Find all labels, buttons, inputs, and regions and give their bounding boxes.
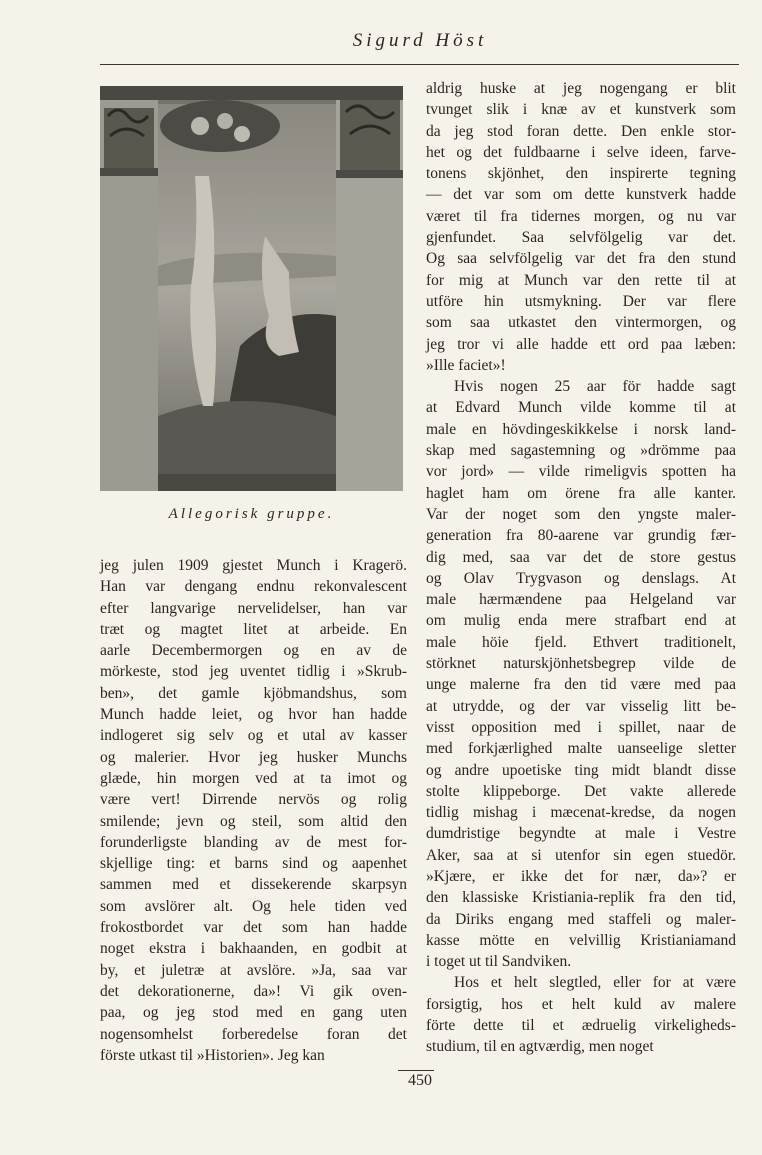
text-line: generation fra 80-aarene var grundig fær- (426, 527, 736, 545)
text-line: da Diriks engang med staffeli og maler- (426, 910, 736, 928)
page-number: 450 (408, 1072, 432, 1089)
text-line: jeg tror vi alle hadde ett ord paa læben: (426, 335, 736, 353)
text-line: for mig at Munch var den rette til at (426, 271, 736, 289)
text-line: efter langvarige nervelidelser, han var (100, 599, 407, 617)
text-line: nogensomhelst forberedelse foran det (100, 1025, 407, 1043)
text-line: störknet naturskjönhetsbegrep vilde de (426, 655, 736, 673)
text-line: tonens skjönhet, den inspirerte tegning (426, 165, 736, 183)
text-line: forunderligste blanding av de mest for- (100, 833, 407, 851)
text-line: glæde, hin morgen ved at ta imot og (100, 769, 407, 787)
text-line: Aker, saa at si utenfor sin egen stuedör. (426, 846, 736, 864)
text-line: træt og magtet litet at arbeide. En (100, 620, 407, 638)
running-header: Sigurd Höst (352, 30, 488, 51)
text-line: Hos et helt slegtled, eller for at være (454, 974, 736, 992)
text-line: og malerier. Hvor jeg husker Munchs (100, 748, 407, 766)
text-line: ben», det gamle kjöbmandshus, som (100, 684, 407, 702)
text-line: med forkjærlighed malte uanseelige sletter (426, 740, 736, 758)
text-line: og Olav Trygvason og denslags. At (426, 569, 736, 587)
text-line: dumdristige begyndte at male i Vestre (426, 825, 736, 843)
text-line: male hærmændene paa Helgeland var (426, 591, 736, 609)
text-column-right (426, 78, 736, 1058)
text-line: og andre upoetiske ting midt blandt disse (426, 761, 736, 779)
text-line: aarle Decembermorgen og en av de (100, 642, 407, 660)
text-line: unge malerne fra den tid være med paa (426, 676, 736, 694)
text-line: været til fra tidernes morgen, og nu var (426, 207, 736, 225)
text-line: tidlig mishag i mæcenat-kredse, da nogen (426, 804, 736, 822)
text-line: studium, til en agtværdig, men noget (426, 1038, 654, 1056)
text-line: om mulig enda mere strafbart end at (426, 612, 736, 630)
text-line: förste utkast til »Historien». Jeg kan (100, 1046, 325, 1064)
figure-caption: Allegorisk gruppe. (168, 506, 335, 522)
text-line: male en hövdingeskikkelse i norsk land- (426, 420, 736, 438)
text-line: Var der noget som den yngste maler- (426, 505, 736, 523)
text-column-left (100, 555, 407, 1066)
text-line: stolte klippeborge. Det vakte allerede (426, 782, 736, 800)
text-line: at utrydde, og der var visselig litt be- (426, 697, 736, 715)
page-number-rule (398, 1070, 434, 1071)
text-line: den klassiske Kristiania-replik fra den tid, (426, 889, 736, 907)
text-line: Hvis nogen 25 aar för hadde sagt (454, 378, 736, 396)
text-line: paa, og jeg stod med en gang uten (100, 1004, 407, 1022)
text-line: gjenfundet. Saa selvfölgelig var det. (426, 229, 736, 247)
text-line: haglet ham om örene fra alle kanter. (426, 484, 736, 502)
text-line: smilende; jevn og steil, som altid den (100, 812, 407, 830)
text-line: at Edvard Munch vilde komme til at (426, 399, 736, 417)
text-line: het og det fuldbaarne i selve ideen, farve- (426, 143, 736, 161)
text-line: det dekorationerne, da»! Vi gik oven- (100, 982, 407, 1000)
text-line: kasse mötte en velvillig Kristianiamand (426, 931, 736, 949)
text-line: frokostbordet var det som han hadde (100, 919, 407, 937)
text-line: skap med sagastemning og »drömme paa (426, 442, 736, 460)
text-line: være vert! Dirrende nervös og rolig (100, 791, 407, 809)
header-rule (100, 64, 739, 65)
text-line: da jeg stod foran dette. Den enkle stor- (426, 122, 736, 140)
text-line: dig med, saa var det de store gestus (426, 548, 736, 566)
text-line: förte dette til et ædruelig virkeligheds- (426, 1017, 736, 1035)
text-line: forsigtig, hos et helt kuld av malere (426, 995, 736, 1013)
text-line: tvunget slik i knæ av et kunstverk som (426, 101, 736, 119)
text-line: »Ille faciet»! (426, 356, 506, 374)
text-line: Han var dengang endnu rekonvalescent (100, 578, 407, 596)
text-line: utföre hin utsmykning. Der var flere (426, 292, 736, 310)
text-line: skjellige ting: et barns sind og aapenhet (100, 855, 407, 873)
text-line: som saa utkastet den vintermorgen, og (426, 314, 736, 332)
text-line: Og saa selvfölgelig var det fra den stund (426, 250, 736, 268)
painting-photo-icon (100, 86, 403, 491)
text-line: sammen med et dissekerende skarpsyn (100, 876, 407, 894)
text-line: male höie fjeld. Ethvert traditionelt, (426, 633, 736, 651)
text-line: som avslörer alt. Og hele tiden ved (100, 897, 407, 915)
text-line: vor jord» — vilde rimeligvis spotten ha (426, 463, 736, 481)
text-line: indlogeret sig selv og et utal av kasser (100, 727, 407, 745)
text-line: jeg julen 1909 gjestet Munch i Kragerö. (100, 557, 407, 574)
text-line: »Kjære, er ikke det for nær, da»? er (426, 867, 736, 885)
illustration-allegorisk-gruppe (100, 86, 403, 491)
text-line: noget ekstra i bakhaanden, en godbit at (100, 940, 407, 958)
text-line: Munch hadde leiet, og hvor han hadde (100, 706, 407, 724)
text-line: i toget ut til Sandviken. (426, 953, 572, 971)
text-line: visst opposition med i spillet, naar de (426, 718, 736, 736)
text-line: aldrig huske at jeg nogengang er blit (426, 80, 736, 97)
text-line: — det var som om dette kunstverk hadde (426, 186, 736, 204)
text-line: by, et juletræ at avslöre. »Ja, saa var (100, 961, 407, 979)
text-line: mörkeste, stod jeg uventet tidlig i »Skrub- (100, 663, 407, 681)
